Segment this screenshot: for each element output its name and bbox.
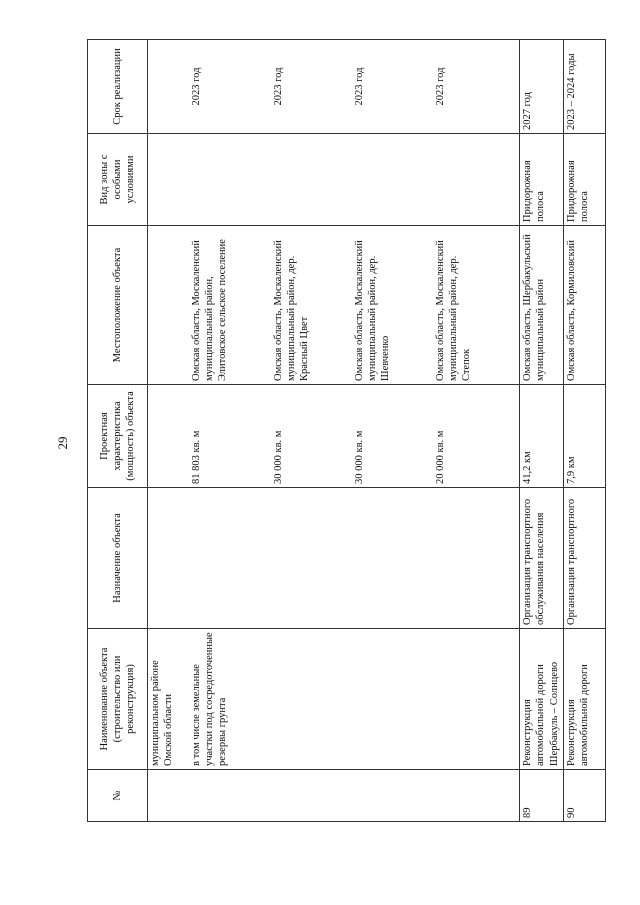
- cell-capacity: 20 000 кв. м: [433, 385, 520, 488]
- header-name: Наименование объекта (строительство или реконструкция): [88, 629, 148, 770]
- table-header-row: [88, 40, 148, 822]
- cell-name: Реконструкция автомобильной дороги Шербакуль – Солнцево: [520, 629, 564, 770]
- cell-purpose: [271, 488, 352, 629]
- objects-table: [87, 39, 606, 822]
- header-location: Местоположение объекта: [88, 226, 148, 385]
- cell-name: в том числе земельные участки под сосредоточенные резервы грунта: [189, 629, 271, 770]
- cell-term: 2023 год: [433, 40, 520, 134]
- header-number: №: [88, 770, 148, 822]
- cell-capacity: [148, 385, 189, 488]
- table-row: [148, 40, 189, 822]
- cell-number: [271, 770, 352, 822]
- cell-term: [148, 40, 189, 134]
- header-zone: Вид зоны с особыми условиями: [88, 134, 148, 226]
- cell-term: 2023 год: [189, 40, 271, 134]
- table-row: [564, 40, 606, 822]
- cell-name: Реконструкция автомобильной дороги: [564, 629, 606, 770]
- cell-location: Омская область, Кормиловский: [564, 226, 606, 385]
- header-capacity: Проектная характеристика (мощность) объекта: [88, 385, 148, 488]
- cell-name: [352, 629, 433, 770]
- header-term: Срок реализации: [88, 40, 148, 134]
- cell-purpose: [189, 488, 271, 629]
- cell-term: 2027 год: [520, 40, 564, 134]
- cell-location: Омская область, Москаленский муниципальный район, Элитовское сельское поселение: [189, 226, 271, 385]
- cell-location: Омская область, Москаленский муниципальный район, дер. Шевченко: [352, 226, 433, 385]
- table-row: [189, 40, 271, 822]
- cell-capacity: 30 000 кв. м: [271, 385, 352, 488]
- cell-purpose: [433, 488, 520, 629]
- cell-zone: Придорожная полоса: [520, 134, 564, 226]
- cell-number: [189, 770, 271, 822]
- cell-capacity: 81 803 кв. м: [189, 385, 271, 488]
- cell-zone: [271, 134, 352, 226]
- cell-name: муниципальном районе Омской области: [148, 629, 189, 770]
- cell-zone: [433, 134, 520, 226]
- cell-number: [148, 770, 189, 822]
- cell-purpose: [148, 488, 189, 629]
- cell-location: Омская область, Москаленский муниципальный район, дер. Красный Цвет: [271, 226, 352, 385]
- cell-term: 2023 год: [352, 40, 433, 134]
- table-row: [271, 40, 352, 822]
- rotated-table-container: [87, 40, 591, 822]
- cell-capacity: 7,9 км: [564, 385, 606, 488]
- cell-purpose: Организация транспортного обслуживания населения: [520, 488, 564, 629]
- cell-location: [148, 226, 189, 385]
- header-purpose: Назначение объекта: [88, 488, 148, 629]
- cell-number: [352, 770, 433, 822]
- page-number: 29: [55, 436, 70, 450]
- cell-purpose: [352, 488, 433, 629]
- cell-term: 2023 год: [271, 40, 352, 134]
- cell-capacity: 41,2 км: [520, 385, 564, 488]
- cell-purpose: Организация транспортного: [564, 488, 606, 629]
- cell-zone: Придорожная полоса: [564, 134, 606, 226]
- cell-number: 89: [520, 770, 564, 822]
- cell-term: 2023 – 2024 годы: [564, 40, 606, 134]
- cell-zone: [148, 134, 189, 226]
- cell-name: [433, 629, 520, 770]
- cell-name: [271, 629, 352, 770]
- cell-zone: [189, 134, 271, 226]
- table-row: [352, 40, 433, 822]
- cell-zone: [352, 134, 433, 226]
- cell-location: Омская область, Шербакульский муниципальный район: [520, 226, 564, 385]
- cell-location: Омская область, Москаленский муниципальный район, дер. Степок: [433, 226, 520, 385]
- table-row: [520, 40, 564, 822]
- table-row: [433, 40, 520, 822]
- cell-capacity: 30 000 кв. м: [352, 385, 433, 488]
- cell-number: [433, 770, 520, 822]
- cell-number: 90: [564, 770, 606, 822]
